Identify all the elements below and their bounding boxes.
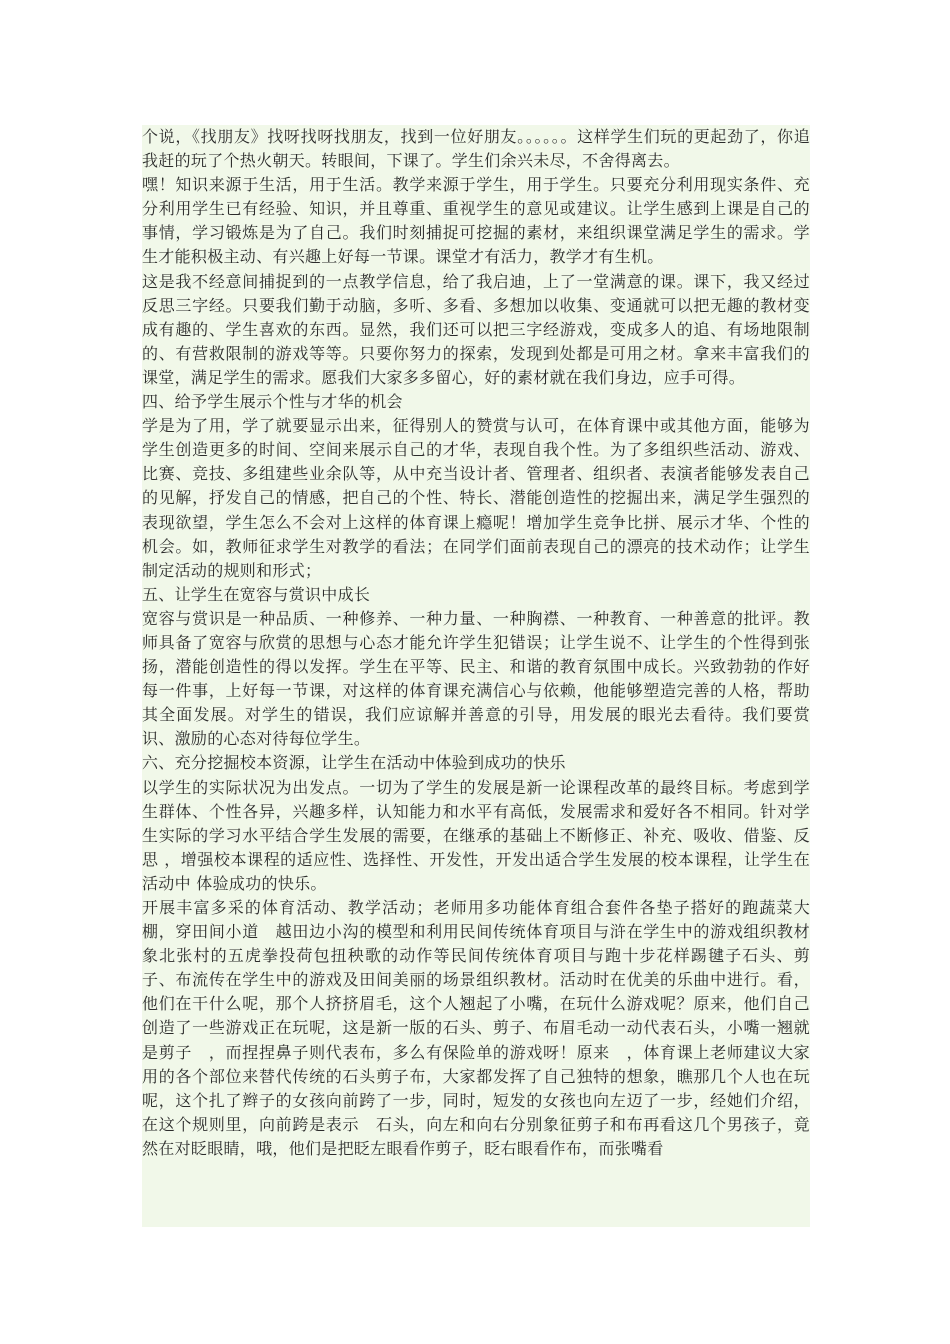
- paragraph-tolerance-appreciation: 宽容与赏识是一种品质、一种修养、一种力量、一种胸襟、一种教育、一种善意的批评。教师具备了宽容与欣赏的思想与心态才能允许学生犯错误；让学生说不、让学生的个性得到张扬，潜能创造性的得以发挥。学生在平等、民主、和谐的教育氛围中成长。兴致勃勃的作好每一件事，上好每一节课，对这样的体育课充满信心与依赖，他能够塑造完善的人格，帮助其全面发展。对学生的错误，我们应谅解并善意的引导，用发展的眼光去看待。我们要赏识、激励的心态对待每位学生。: [142, 608, 810, 749]
- paragraph-activities-games: 开展丰富多采的体育活动、教学活动；老师用多功能体育组合套件各垫子搭好的跑蔬菜大棚，穿田间小道 越田边小沟的模型和利用民间传统体育项目与浒在学生中的游戏组织教材象北张村的五虎拳投荷包扭秧歌的动作等民间传统体育项目与跑十步花样踢毽子石头、剪子、布流传在学生中的游戏及田间美丽的场景组织教材。活动时在优美的乐曲中进行。看，他们在干什么呢，那个人挤挤眉毛，这个人翘起了小嘴，在玩什么游戏呢？原来，他们自己创造了一些游戏正在玩呢，这是新一版的石头、剪子、布眉毛动一动代表石头，小嘴一翘就是剪子 ，而捏捏鼻子则代表布，多么有保险单的游戏呀！原来 ，体育课上老师建议大家用的各个部位来替代传统的石头剪子布，大家都发挥了自己独特的想象，瞧那几个人也在玩呢，这个扎了辫子的女孩向前跨了一步，同时，短发的女孩也向左迈了一步，经她们介绍，在这个规则里，向前跨是表示 石头，向左和向右分别象征剪子和布再看这几个男孩子，竟然在对眨眼睛，哦，他们是把眨左眼看作剪子，眨右眼看作布，而张嘴看: [142, 898, 810, 1158]
- section-heading-6: 六、充分挖掘校本资源，让学生在活动中体验到成功的快乐: [142, 753, 566, 773]
- paragraph-showcase-talent: 学是为了用，学了就要显示出来，征得别人的赞赏与认可，在体育课中或其他方面，能够为学生创造更多的时间、空间来展示自己的才华，表现自我个性。为了多组织些活动、游戏、比赛、竞技、多组建些业余队等，从中充当设计者、管理者、组织者、表演者能够发表自己的见解，抒发自己的情感，把自己的个性、特长、潜能创造性的挖掘出来，满足学生强烈的表现欲望，学生怎么不会对上这样的体育课上瘾呢！增加学生竞争比拼、展示才华、个性的机会。如，教师征求学生对教学的看法；在同学们面前表现自己的漂亮的技术动作；让学生制定活动的规则和形式；: [142, 416, 810, 580]
- section-heading-5: 五、让学生在宽容与赏识中成长: [142, 584, 371, 604]
- paragraph-teaching-reflection: 这是我不经意间捕捉到的一点教学信息，给了我启迪，上了一堂满意的课。课下，我又经过反思三字经。只要我们勤于动脑，多听、多看、多想加以收集、变通就可以把无趣的教材变成有趣的、学生喜欢的东西。显然，我们还可以把三字经游戏，变成多人的追、有场地限制的、有营救限制的游戏等等。只要你努力的探索，发现到处都是可用之材。拿来丰富我们的课堂，满足学生的需求。愿我们大家多多留心，好的素材就在我们身边，应手可得。: [142, 271, 810, 387]
- section-heading-4: 四、给予学生展示个性与才华的机会: [142, 392, 403, 412]
- paragraph-knowledge-from-life: 嘿！知识来源于生活，用于生活。教学来源于学生，用于学生。只要充分利用现实条件、充分利用学生已有经验、知识，并且尊重、重视学生的意见或建议。让学生感到上课是自己的事情，学习锻炼是为了自己。我们时刻捕捉可挖掘的素材，来组织课堂满足学生的需求。学生才能积极主动、有兴趣上好每一节课。课堂才有活力，教学才有生机。: [142, 175, 810, 267]
- paragraph-school-curriculum: 以学生的实际状况为出发点。一切为了学生的发展是新一论课程改革的最终目标。考虑到学生群体、个性各异，兴趣多样，认知能力和水平有高低，发展需求和爱好各不相同。针对学生实际的学习水平结合学生发展的需要，在继承的基础上不断修正、补充、吸收、借鉴、反思 ，增强校本课程的适应性、选择性、开发性，开发出适合学生发展的校本课程，让学生在活动中 体验成功的快乐。: [142, 777, 810, 893]
- document-text-block: [142, 125, 810, 1227]
- paragraph-game-description: 个说，《找朋友》找呀找呀找朋友，找到一位好朋友。。。。。。这样学生们玩的更起劲了，你追我赶的玩了个热火朝天。转眼间，下课了。学生们余兴未尽，不舍得离去。: [142, 127, 810, 171]
